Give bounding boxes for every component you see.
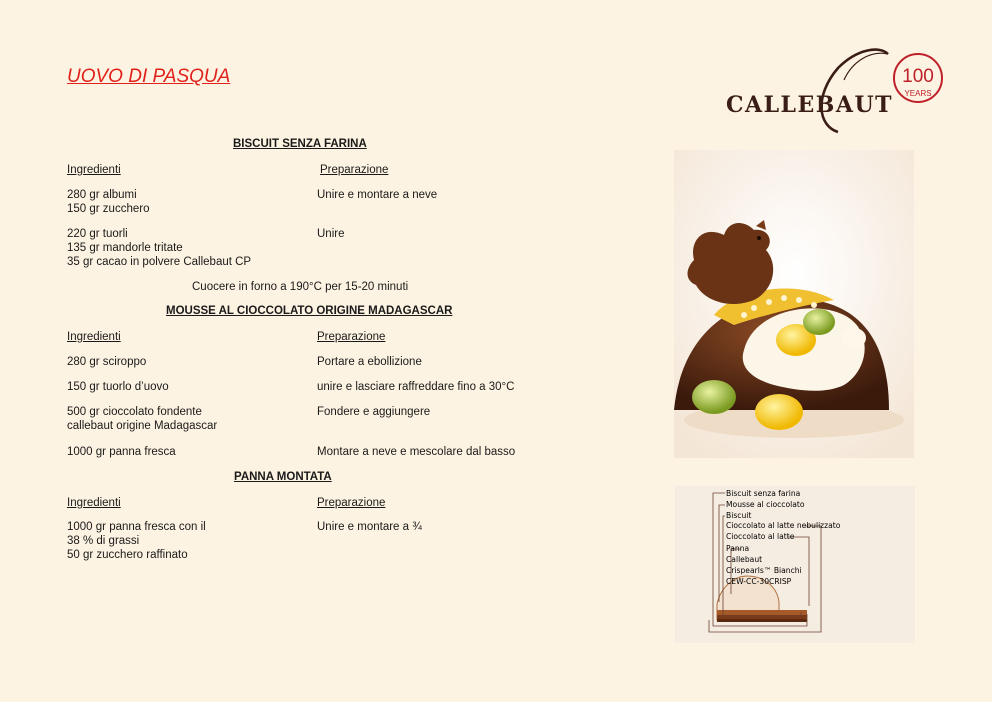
section-heading-mousse: MOUSSE AL CIOCCOLATO ORIGINE MADAGASCAR xyxy=(166,305,453,317)
preparation-text: Fondere e aggiungere xyxy=(317,406,431,418)
ingredients-label: Ingredienti xyxy=(67,164,121,176)
diagram-label: Panna xyxy=(726,544,750,553)
preparation-label: Preparazione xyxy=(317,497,386,509)
preparation-text: Unire e montare a ¾ xyxy=(317,521,422,533)
diagram-label: CEW-CC-30CRISP xyxy=(726,577,792,586)
preparation-text: Unire e montare a neve xyxy=(317,189,438,201)
diagram-label: Biscuit xyxy=(726,511,752,520)
ingredient-text: 150 gr tuorlo d’uovo xyxy=(67,381,169,393)
ingredient-text: 220 gr tuorli 135 gr mandorle tritate 35 gr cacao in polvere Callebaut CP xyxy=(67,228,252,268)
ingredient-text: 280 gr sciroppo xyxy=(67,356,147,368)
ingredients-label: Ingredienti xyxy=(67,497,121,509)
preparation-text: Montare a neve e mescolare dal basso xyxy=(317,446,516,458)
section-heading-biscuit: BISCUIT SENZA FARINA xyxy=(233,138,367,150)
ingredient-text: 1000 gr panna fresca xyxy=(67,446,176,458)
baking-note: Cuocere in forno a 190°C per 15-20 minuti xyxy=(192,281,409,293)
preparation-text: Portare a ebollizione xyxy=(317,356,422,368)
diagram-label: Callebaut xyxy=(726,555,763,564)
section-heading-panna: PANNA MONTATA xyxy=(234,471,332,483)
ingredients-label: Ingredienti xyxy=(67,331,121,343)
diagram-label: Crispearls™ Bianchi xyxy=(726,566,802,575)
preparation-label: Preparazione xyxy=(317,331,386,343)
preparation-label: Preparazione xyxy=(320,164,389,176)
diagram-label: Mousse al cioccolato xyxy=(726,500,805,509)
diagram-label: Cioccolato al latte nebulizzato xyxy=(726,521,841,530)
easter-egg-photo xyxy=(674,150,914,458)
diagram-label: Biscuit senza farina xyxy=(726,489,801,498)
ingredient-text: 280 gr albumi 150 gr zucchero xyxy=(67,189,150,215)
ingredient-text: 500 gr cioccolato fondente callebaut origine Madagascar xyxy=(67,406,218,432)
diagram-label: Cioccolato al latte xyxy=(726,532,795,541)
preparation-text: unire e lasciare raffreddare fino a 30°C xyxy=(317,381,515,393)
logo-brand: CALLEBAUT xyxy=(726,92,894,118)
logo-anniversary-word: YEARS xyxy=(904,89,932,98)
callebaut-logo xyxy=(720,40,950,140)
page-title: UOVO DI PASQUA xyxy=(67,66,231,87)
layer-diagram xyxy=(675,486,915,643)
ingredient-text: 1000 gr panna fresca con il 38 % di grassi 50 gr zucchero raffinato xyxy=(67,521,206,561)
logo-anniversary-number: 100 xyxy=(902,66,934,87)
preparation-text: Unire xyxy=(317,228,345,240)
